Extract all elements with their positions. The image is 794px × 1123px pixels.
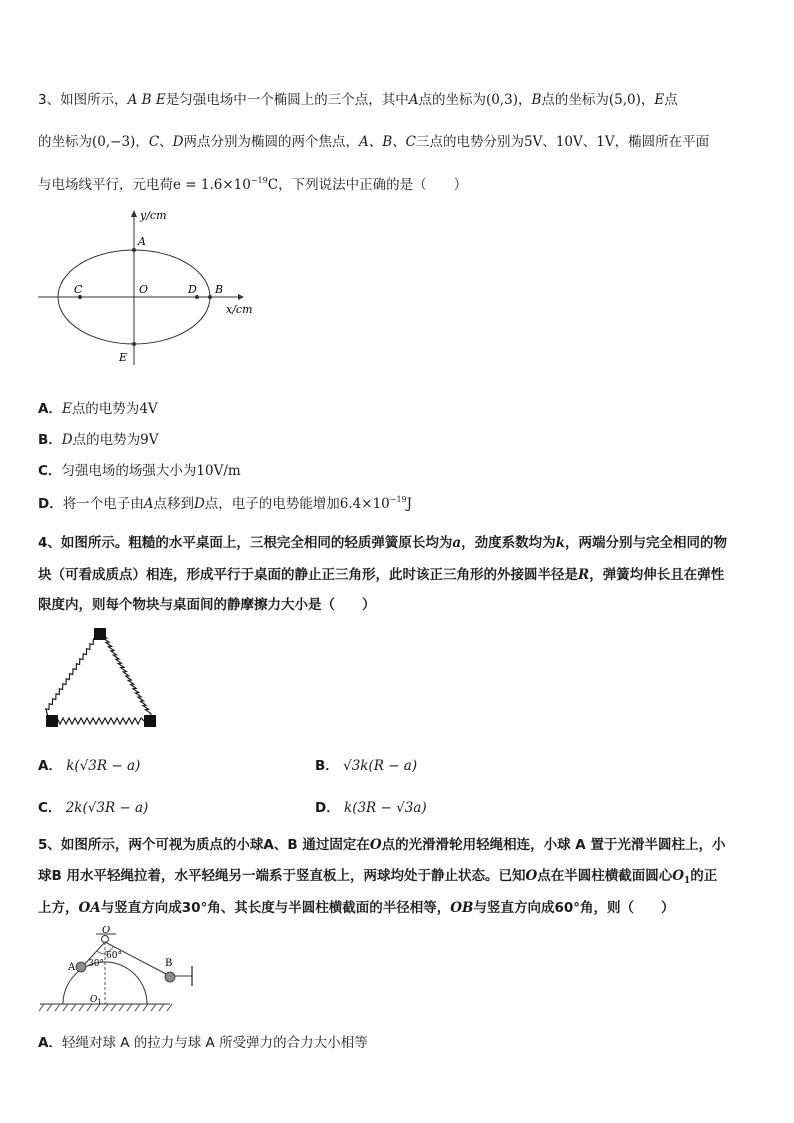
q5-var: O — [672, 868, 685, 884]
label-o: O — [102, 926, 111, 936]
option-key: D． — [315, 800, 340, 816]
q3-text: 3、如图所示， — [38, 92, 128, 108]
q5-text: 的正 — [690, 868, 718, 884]
q3-point: A — [408, 92, 419, 108]
label-30: 30° — [88, 959, 104, 969]
q4-var: a — [452, 535, 462, 551]
q3-coord-a: (0,3) — [485, 92, 518, 108]
q5-text: 与竖直方向成60°角，则（ ） — [473, 900, 675, 916]
spring-right — [101, 635, 151, 719]
option-value: 9V — [140, 432, 159, 448]
q3-point: C — [148, 134, 160, 150]
block-top — [94, 628, 106, 640]
q3-text: 三点的电势分别为 — [416, 134, 524, 150]
option-point: E — [61, 401, 72, 417]
spring-triangle-figure — [40, 622, 165, 734]
q3-potential: 1V — [596, 134, 615, 150]
option-unit: J — [406, 496, 413, 512]
charge-expr — [173, 177, 278, 193]
point-a-dot — [132, 248, 136, 252]
option-expr: k(3R − √3a) — [344, 800, 427, 816]
q3-potential: 5V — [524, 134, 543, 150]
q4-text: 块（可看成质点）相连，形成平行于桌面的静止正三角形，此时该正三角形的外接圆半径是 — [38, 567, 578, 583]
q3-option-b[interactable] — [38, 428, 158, 448]
charge-exp: −19 — [250, 176, 268, 185]
q5-option-a[interactable] — [38, 1031, 368, 1051]
label-a: A — [68, 962, 76, 973]
option-value: 10V/m — [196, 463, 241, 479]
label-60: 60° — [106, 951, 122, 961]
q4-option-a[interactable] — [38, 754, 140, 774]
q5-text: 点在半圆柱横截面圆心 — [537, 868, 673, 884]
q4-line-1 — [38, 531, 727, 551]
option-expr: 2k(√3R − a) — [65, 800, 149, 816]
q4-var: k — [555, 535, 566, 551]
label-e: E — [119, 351, 128, 364]
q5-var: O — [369, 837, 382, 853]
option-key: C． — [38, 463, 62, 479]
q5-var: O — [525, 868, 538, 884]
pulley-figure — [38, 926, 208, 1018]
q3-point: D — [172, 134, 184, 150]
q3-coord-e: (0,−3) — [92, 134, 136, 150]
option-text: 点的电势为 — [71, 401, 140, 417]
q3-point: E — [654, 92, 665, 108]
q4-line-2 — [38, 563, 724, 583]
option-key: B． — [315, 758, 339, 774]
q3-text: 两点分别为椭圆的两个焦点， — [183, 134, 359, 150]
q3-text: 点 — [664, 92, 678, 108]
q4-option-b[interactable] — [315, 754, 417, 774]
q4-text: ，劲度系数均为 — [461, 535, 556, 551]
option-text: 点移到 — [153, 496, 194, 512]
q5-line-3 — [38, 896, 675, 916]
option-exp: −19 — [389, 495, 407, 504]
spring-left — [46, 635, 99, 717]
option-key: B． — [38, 432, 62, 448]
charge-value: e = 1.6×10 — [173, 177, 251, 193]
option-point: D — [61, 432, 73, 448]
q5-sub: 1 — [684, 876, 691, 886]
block-right — [144, 715, 156, 727]
label-b: B — [215, 283, 224, 296]
option-text: 将一个电子由 — [62, 496, 144, 512]
q3-text: ，下列说法中正确的是（ ） — [278, 177, 468, 193]
q5-line-2 — [38, 864, 717, 884]
y-axis-label: y/cm — [140, 209, 167, 222]
q3-option-c[interactable] — [38, 459, 241, 479]
option-key: C． — [38, 800, 62, 816]
ellipse-figure — [30, 205, 270, 380]
option-key: A． — [38, 401, 62, 417]
option-point: A — [143, 496, 154, 512]
option-point: D — [193, 496, 205, 512]
q3-text: 、 — [159, 134, 173, 150]
q3-text: 是匀强电场中一个椭圆上的三个点，其中 — [165, 92, 409, 108]
q5-var: OA — [78, 900, 101, 916]
q5-text: 上方， — [38, 900, 79, 916]
option-text: 点的电势为 — [72, 432, 141, 448]
q5-line-1 — [38, 833, 725, 853]
q3-text: 、 — [582, 134, 597, 150]
q4-text: ，两端分别与完全相同的物 — [565, 535, 728, 551]
option-text: 点，电子的电势能增加 — [204, 496, 340, 512]
q4-text: 4、如图所示。粗糙的水平桌面上，三根完全相同的轻质弹簧原长均为 — [38, 535, 453, 551]
point-e-dot — [132, 342, 136, 346]
q3-point: B — [531, 92, 542, 108]
q3-text: ，椭圆所在平面 — [614, 134, 710, 150]
q5-text: 与竖直方向成30°角、其长度与半圆柱横截面的半径相等， — [100, 900, 451, 916]
pulley-icon — [102, 936, 109, 943]
option-value: 4V — [139, 401, 158, 417]
q3-coord-b: (5,0) — [608, 92, 641, 108]
label-c: C — [74, 283, 83, 296]
option-key: D． — [38, 496, 63, 512]
option-value: 6.4×10 — [339, 496, 390, 512]
q3-potential: 10V — [555, 134, 583, 150]
q3-text: 点的坐标为 — [541, 92, 609, 108]
q3-line-1 — [38, 88, 678, 108]
q4-line-3 — [38, 593, 376, 613]
q4-option-d[interactable] — [315, 796, 427, 816]
ball-b — [165, 972, 175, 982]
q3-line-3 — [38, 173, 467, 193]
q3-text: ， — [517, 92, 532, 108]
q4-text: 限度内，则每个物块与桌面间的静摩擦力大小是（ ） — [38, 597, 376, 613]
q3-points: A、B、C — [359, 134, 416, 150]
q4-option-c[interactable] — [38, 796, 148, 816]
q3-text: 的坐标为 — [38, 134, 92, 150]
point-b-dot — [208, 295, 212, 299]
y-axis-arrow — [131, 210, 137, 217]
q4-text: ，弹簧均伸长且在弹性 — [589, 567, 725, 583]
q3-line-2 — [38, 130, 709, 150]
option-text: 轻绳对球 A 的拉力与球 A 所受弹力的合力大小相等 — [61, 1035, 368, 1051]
angle-30-arc — [97, 951, 105, 954]
q3-text: 、 — [542, 134, 556, 150]
label-a: A — [138, 235, 146, 248]
q5-text: 球B 用水平轻绳拉着，水平轻绳另一端系于竖直板上，两球均处于静止状态。已知 — [38, 868, 526, 884]
option-key: A． — [38, 1035, 62, 1051]
q3-text: ， — [135, 134, 149, 150]
q3-option-a[interactable] — [38, 397, 158, 417]
block-left — [46, 715, 58, 727]
q5-var: OB — [450, 900, 474, 916]
q3-text: ， — [640, 92, 655, 108]
label-d: D — [188, 283, 197, 296]
q5-text: 点的光滑滑轮用轻绳相连，小球 A 置于光滑半圆柱上，小 — [381, 837, 726, 853]
ball-a — [76, 962, 86, 972]
label-b: B — [165, 958, 173, 969]
charge-unit: C — [267, 177, 279, 193]
spring-bottom — [54, 718, 144, 724]
ground-hatch — [39, 1004, 172, 1011]
label-o: O — [139, 283, 149, 296]
option-key: A． — [38, 758, 62, 774]
option-expr: k(√3R − a) — [66, 758, 141, 774]
q3-option-d[interactable] — [38, 492, 412, 512]
label-o1: $O_1$ — [90, 995, 102, 1006]
q3-points: A B E — [127, 92, 166, 108]
q3-text: 与电场线平行，元电荷 — [38, 177, 173, 193]
x-axis-arrow — [238, 294, 244, 300]
x-axis-label: x/cm — [226, 303, 253, 316]
option-text: 匀强电场的场强大小为 — [61, 463, 197, 479]
q4-var: R — [578, 567, 590, 583]
q5-text: 5、如图所示，两个可视为质点的小球A、B 通过固定在 — [38, 837, 370, 853]
option-expr: √3k(R − a) — [343, 758, 418, 774]
q3-text: 点的坐标为 — [418, 92, 486, 108]
